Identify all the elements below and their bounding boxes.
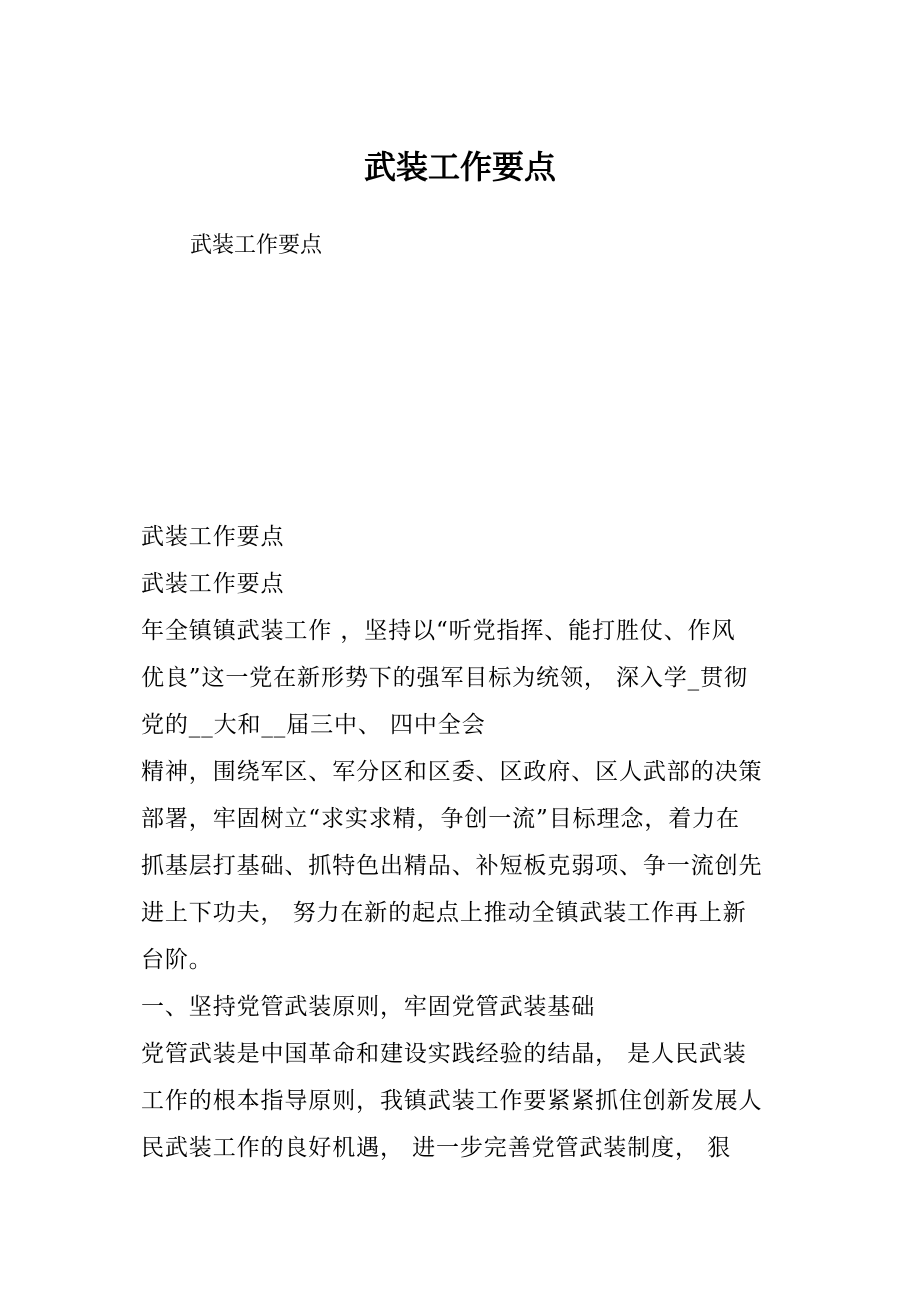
document-body (141, 514, 781, 1172)
body-line: 部署，牢固树立“求实求精，争创一流”目标理念，着力在 (141, 806, 740, 832)
body-line: 精神，围绕军区、军分区和区委、区政府、区人武部的决策 (141, 759, 763, 785)
body-line: 武装工作要点 (141, 571, 285, 597)
body-line: 年全镇镇武装工作 ，坚持以“听党指挥、能打胜仗、作风 (141, 618, 736, 644)
document-title: 武装工作要点 (363, 148, 556, 186)
section-heading: 一、坚持党管武装原则，牢固党管武装基础 (141, 994, 596, 1020)
body-line: 党的__大和__届三中、 四中全会 (141, 712, 486, 738)
document-subtitle: 武装工作要点 (190, 233, 323, 258)
body-line: 进上下功夫， 努力在新的起点上推动全镇武装工作再上新 (141, 900, 747, 926)
body-line: 抓基层打基础、抓特色出精品、补短板克弱项、争一流创先 (141, 853, 763, 879)
body-line: 优良”这一党在新形势下的强军目标为统领， 深入学_贯彻 (141, 665, 748, 691)
body-line: 台阶。 (141, 947, 213, 973)
body-line: 民武装工作的良好机遇， 进一步完善党管武装制度， 狠 (141, 1135, 732, 1161)
body-line: 武装工作要点 (141, 524, 285, 550)
body-line: 工作的根本指导原则，我镇武装工作要紧紧抓住创新发展人 (141, 1088, 763, 1114)
body-line: 党管武装是中国革命和建设实践经验的结晶， 是人民武装 (141, 1041, 747, 1067)
